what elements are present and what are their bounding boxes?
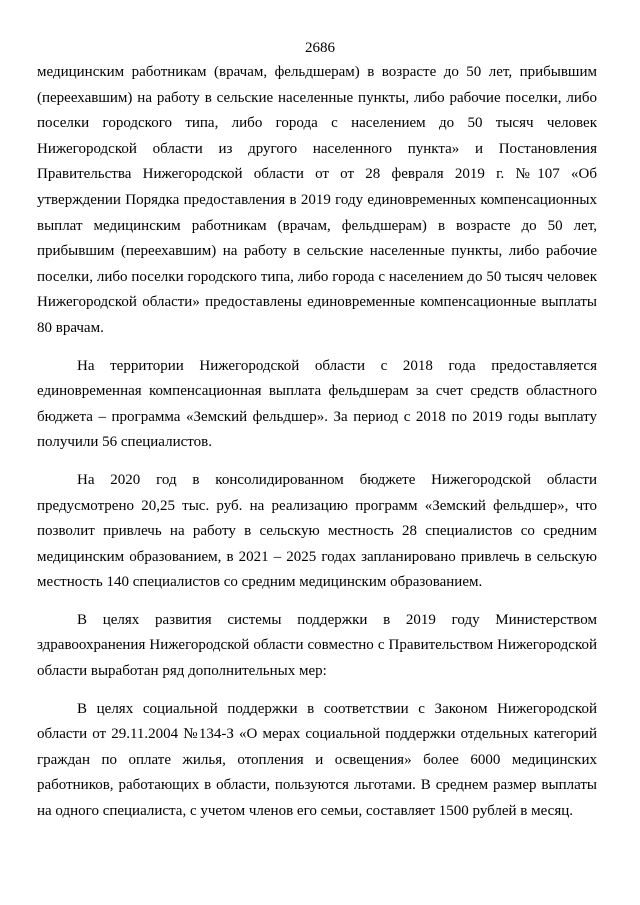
- paragraph-support-measures: В целях развития системы поддержки в 2019 году Министерством здравоохранения Нижегородской области совместно с Правительством Нижегородской области выработан ряд дополнительных мер:: [37, 611, 597, 680]
- page-number: 2686: [305, 40, 335, 56]
- document-body: [37, 60, 597, 825]
- paragraph-zemsky-feldsher: На территории Нижегородской области с 2018 года предоставляется единовременная компенсационная выплата фельдшерам за счет средств областного бюджета – программа «Земский фельдшер». За период с 2018 по 2019 годы выплату получили 56 специалистов.: [37, 357, 597, 451]
- paragraph-budget-2020: На 2020 год в консолидированном бюджете Нижегородской области предусмотрено 20,25 тыс. руб. на реализацию программ «Земский фельдшер», что позволит привлечь на работу в сельскую местность 28 специалистов со средним медицинским образованием, в 2021 – 2025 годах запланировано привлечь в сельскую местность 140 специалистов со средним медицинским образованием.: [37, 471, 597, 591]
- paragraph-continuation: медицинским работникам (врачам, фельдшерам) в возрасте до 50 лет, прибывшим (переехавшим) на работу в сельские населенные пункты, либо рабочие поселки, либо поселки городского типа, либо города с населением до 50 тысяч человек Нижегородской области из другого населенного пункта» и Постановления Правительства Нижегородской области от от 28 февраля 2019 г. №107 «Об утверждении Порядка предоставления в 2019 году единовременных компенсационных выплат медицинским работникам (врачам, фельдшерам) в возрасте до 50 лет, прибывшим (переехавшим) на работу в сельские населенные пункты, либо рабочие поселки, либо поселки городского типа, либо города с населением до 50 тысяч человек Нижегородской области» предоставлены единовременные компенсационные выплаты 80 врачам.: [37, 64, 597, 336]
- paragraph-social-support: В целях социальной поддержки в соответствии с Законом Нижегородской области от 29.11.2004 №134-З «О мерах социальной поддержки отдельных категорий граждан по оплате жилья, отопления и освещения» более 6000 медицинских работников, работающих в области, пользуются льготами. В среднем размер выплаты на одного специалиста, с учетом членов его семьи, составляет 1500 рублей в месяц.: [37, 700, 597, 820]
